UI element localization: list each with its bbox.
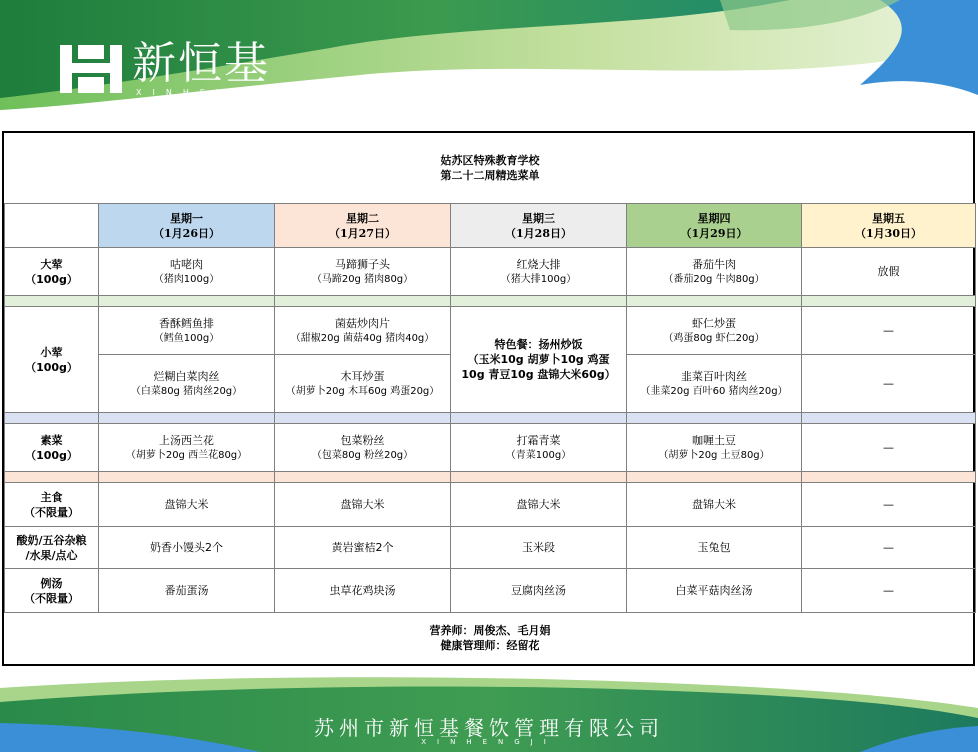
day-date: （1月30日） xyxy=(855,226,922,240)
row-label-veg: 素菜 （100g） xyxy=(5,424,99,472)
menu-cell: 盘锦大米 xyxy=(451,483,627,527)
menu-cell: — xyxy=(802,307,976,355)
menu-cell: — xyxy=(802,569,976,613)
day-name: 星期四 xyxy=(697,211,731,225)
menu-cell: 咖喱土豆 （胡萝卜20g 土豆80g） xyxy=(627,424,802,472)
menu-cell: 上汤西兰花 （胡萝卜20g 西兰花80g） xyxy=(99,424,275,472)
week-title: 第二十二周精选菜单 xyxy=(440,169,540,182)
menu-cell: 玉兔包 xyxy=(627,527,802,569)
menu-cell: 香酥鳕鱼排 （鳕鱼100g） xyxy=(99,307,275,355)
menu-cell: 番茄牛肉 （番茄20g 牛肉80g） xyxy=(627,248,802,296)
menu-cell: 盘锦大米 xyxy=(275,483,451,527)
day-date: （1月28日） xyxy=(505,226,572,240)
row-label-snack: 酸奶/五谷杂粮 /水果/点心 xyxy=(5,527,99,569)
menu-cell: 白菜平菇肉丝汤 xyxy=(627,569,802,613)
row-label-staple: 主食 （不限量） xyxy=(5,483,99,527)
menu-cell: 豆腐肉丝汤 xyxy=(451,569,627,613)
separator-row xyxy=(5,472,976,483)
menu-cell: 咕咾肉 （猪肉100g） xyxy=(99,248,275,296)
table-row xyxy=(5,527,976,569)
day-name: 星期二 xyxy=(346,211,379,225)
menu-cell: 黄岩蜜桔2个 xyxy=(275,527,451,569)
menu-cell: 放假 xyxy=(802,248,976,296)
menu-cell: 韭菜百叶肉丝 （韭菜20g 百叶60 猪肉丝20g） xyxy=(627,355,802,413)
table-row xyxy=(5,248,976,296)
row-label-soup: 例汤 （不限量） xyxy=(5,569,99,613)
corner-cell xyxy=(5,204,99,248)
day-name: 星期五 xyxy=(872,211,905,225)
table-row xyxy=(5,569,976,613)
logo-mark-icon xyxy=(58,43,124,95)
day-header-mon xyxy=(99,204,275,248)
table-row xyxy=(5,307,976,355)
menu-cell: — xyxy=(802,483,976,527)
separator-row xyxy=(5,413,976,424)
table-row xyxy=(5,483,976,527)
brand-name-en: XINHENGJI xyxy=(136,88,277,97)
staff-credits xyxy=(5,613,976,664)
day-name: 星期三 xyxy=(522,211,555,225)
day-header-thu xyxy=(627,204,802,248)
menu-cell: — xyxy=(802,527,976,569)
special-meal-cell: 特色餐：扬州炒饭 （玉米10g 胡萝卜10g 鸡蛋 10g 青豆10g 盘锦大米60g） xyxy=(451,307,627,413)
day-header-fri xyxy=(802,204,976,248)
menu-cell: 打霜青菜 （青菜100g） xyxy=(451,424,627,472)
menu-cell: 虫草花鸡块汤 xyxy=(275,569,451,613)
menu-cell: — xyxy=(802,424,976,472)
weekly-menu xyxy=(2,131,975,666)
day-header-wed xyxy=(451,204,627,248)
day-date: （1月26日） xyxy=(153,226,220,240)
menu-cell: 虾仁炒蛋 （鸡蛋80g 虾仁20g） xyxy=(627,307,802,355)
health-manager: 健康管理师：经留花 xyxy=(440,639,540,652)
menu-cell: — xyxy=(802,355,976,413)
company-name: 苏州市新恒基餐饮管理有限公司 xyxy=(314,716,664,740)
day-header-tue xyxy=(275,204,451,248)
day-name: 星期一 xyxy=(170,211,203,225)
brand-logo xyxy=(58,40,277,97)
company-name-en: XINHENGJI xyxy=(421,738,557,746)
menu-cell: 烂糊白菜肉丝 （白菜80g 猪肉丝20g） xyxy=(99,355,275,413)
menu-cell: 包菜粉丝 （包菜80g 粉丝20g） xyxy=(275,424,451,472)
menu-cell: 番茄蛋汤 xyxy=(99,569,275,613)
row-label-big-meat: 大荤 （100g） xyxy=(5,248,99,296)
brand-name: 新恒基 xyxy=(132,38,270,89)
menu-cell: 盘锦大米 xyxy=(627,483,802,527)
menu-cell: 奶香小馒头2个 xyxy=(99,527,275,569)
school-name: 姑苏区特殊教育学校 xyxy=(440,154,540,167)
menu-cell: 盘锦大米 xyxy=(99,483,275,527)
nutritionist: 营养师：周俊杰、毛月娟 xyxy=(429,624,551,637)
menu-table xyxy=(4,133,976,663)
menu-cell: 木耳炒蛋 （胡萝卜20g 木耳60g 鸡蛋20g） xyxy=(275,355,451,413)
table-row xyxy=(5,424,976,472)
menu-cell: 玉米段 xyxy=(451,527,627,569)
row-label-small-meat: 小荤 （100g） xyxy=(5,307,99,413)
menu-cell: 菌菇炒肉片 （甜椒20g 菌菇40g 猪肉40g） xyxy=(275,307,451,355)
day-date: （1月27日） xyxy=(329,226,396,240)
day-date: （1月29日） xyxy=(680,226,748,240)
menu-cell: 马蹄狮子头 （马蹄20g 猪肉80g） xyxy=(275,248,451,296)
separator-row xyxy=(5,296,976,307)
menu-cell: 红烧大排 （猪大排100g） xyxy=(451,248,627,296)
menu-title xyxy=(5,133,976,204)
